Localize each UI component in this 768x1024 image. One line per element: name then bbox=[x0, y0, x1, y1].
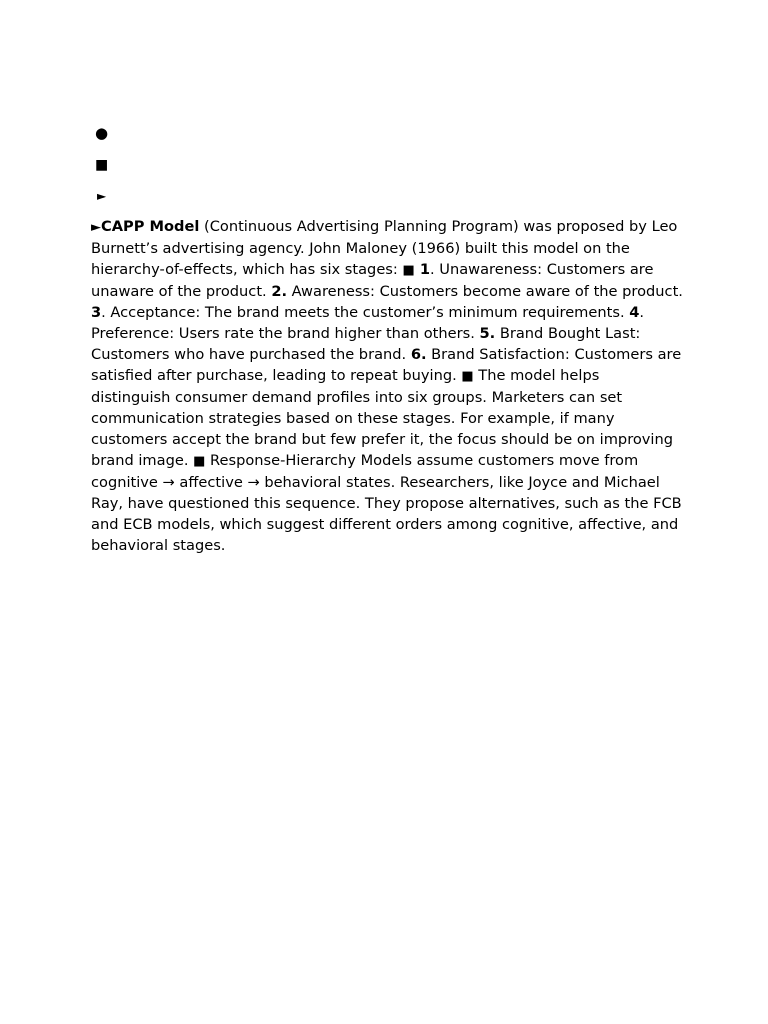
triangle-bullet-icon: ► bbox=[97, 189, 107, 203]
term-capp-model: CAPP Model bbox=[101, 218, 200, 235]
stage-2-text: Awareness: Customers become aware of the product. bbox=[287, 283, 683, 300]
square-bullet-icon: ■ bbox=[95, 157, 109, 173]
square-marker-icon: ■ bbox=[461, 369, 474, 384]
stage-1-text: . Unawareness: Customers are unaware of the product. bbox=[91, 261, 654, 300]
square-marker-icon: ■ bbox=[193, 454, 206, 469]
stage-4-text: . Preference: Users rate the brand higher than others. bbox=[91, 304, 645, 342]
circle-bullet-icon: ● bbox=[95, 124, 109, 142]
stage-6-text: Brand Satisfaction: Customers are satisfied after purchase, leading to repeat buying. bbox=[91, 346, 682, 384]
stage-number-1: 1 bbox=[414, 261, 431, 278]
square-marker-icon: ■ bbox=[402, 263, 415, 278]
stage-number-4: 4 bbox=[629, 304, 640, 321]
stage-5-text: Brand Bought Last: Customers who have purchased the brand. bbox=[91, 325, 641, 363]
triangle-marker-icon: ► bbox=[91, 220, 101, 235]
stage-number-2: 2. bbox=[271, 283, 288, 300]
intro-text: (Continuous Advertising Planning Program) was proposed by Leo Burnett’s advertising agency. John Maloney (1966) built this model on the hierarchy-of-effects, which has six stages: bbox=[91, 218, 678, 278]
capp-model-paragraph bbox=[91, 216, 683, 556]
stage-number-3: 3 bbox=[91, 304, 102, 321]
stage-number-6: 6. bbox=[410, 346, 427, 363]
stage-3-text: . Acceptance: The brand meets the customer’s minimum requirements. bbox=[101, 304, 630, 321]
stage-number-5: 5. bbox=[479, 325, 496, 342]
response-hierarchy-text: Response-Hierarchy Models assume customers move from cognitive → affective → behavioral states. Researchers, like Joyce and Michael Ray, have questioned this sequence. They propose alternatives, such as the FCB and ECB models, which suggest different orders among cognitive, affective, and behavioral stages. bbox=[91, 452, 682, 554]
segmentation-text: The model helps distinguish consumer demand profiles into six groups. Marketers can set communication strategies based on these stages. For example, if many customers accept the brand but few prefer it, the focus should be on improving brand image. bbox=[91, 367, 674, 469]
